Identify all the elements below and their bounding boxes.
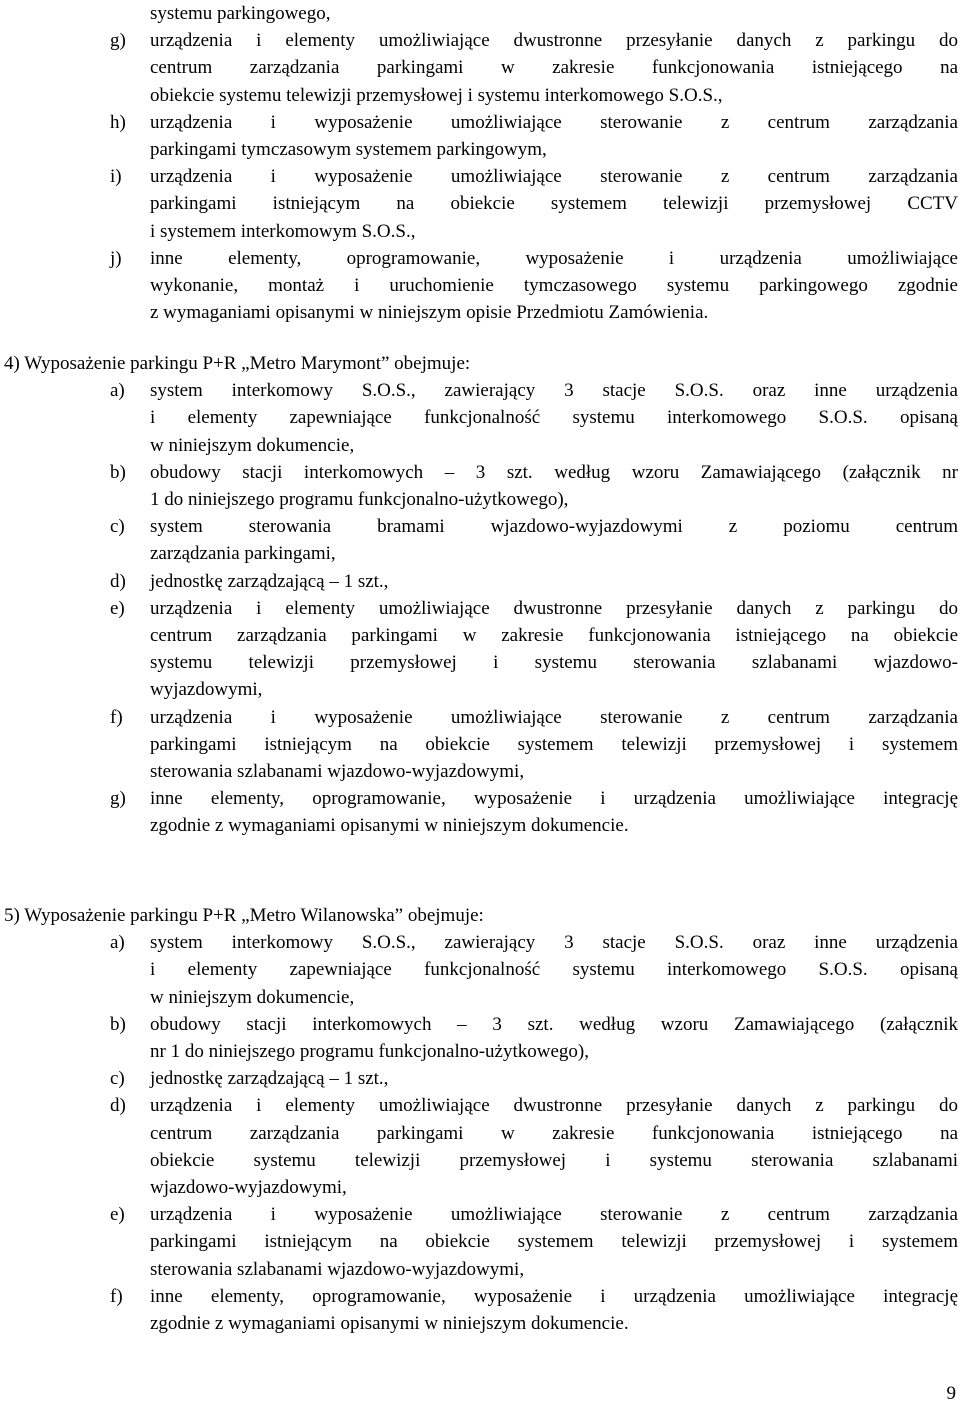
list-item-line: centrum zarządzania parkingami w zakresie funkcjonowania istniejącego na xyxy=(150,57,958,79)
section-heading: 4) Wyposażenie parkingu P+R „Metro Marymont” obejmuje: xyxy=(4,353,471,374)
list-item-label: c) xyxy=(110,516,125,538)
list-item-line: sterowania szlabanami wjazdowo-wyjazdowymi, xyxy=(150,1258,525,1280)
section-heading: 5) Wyposażenie parkingu P+R „Metro Wilanowska” obejmuje: xyxy=(4,905,484,926)
list-item-label: f) xyxy=(110,706,123,728)
list-item-line: urządzenia i wyposażenie umożliwiające sterowanie z centrum zarządzania xyxy=(150,1204,958,1226)
list-item-line: jednostkę zarządzającą – 1 szt., xyxy=(150,570,389,592)
list-item-line: obiekcie systemu telewizji przemysłowej i systemu interkomowego S.O.S., xyxy=(150,84,723,106)
list-item-label: g) xyxy=(110,788,126,810)
list-item-line: urządzenia i elementy umożliwiające dwustronne przesyłanie danych z parkingu do xyxy=(150,1095,958,1117)
list-item-line: system interkomowy S.O.S., zawierający 3 stacje S.O.S. oraz inne urządzenia xyxy=(150,380,958,402)
page-number: 9 xyxy=(946,1383,956,1404)
list-item-line: jednostkę zarządzającą – 1 szt., xyxy=(150,1068,389,1090)
list-item-line: centrum zarządzania parkingami w zakresie funkcjonowania istniejącego na xyxy=(150,1122,958,1144)
list-item-line: obudowy stacji interkomowych – 3 szt. według wzoru Zamawiającego (załącznik xyxy=(150,1013,958,1035)
list-item-line: 1 do niniejszego programu funkcjonalno-użytkowego), xyxy=(150,489,569,510)
list-item-line: zgodnie z wymaganiami opisanymi w niniejszym dokumencie. xyxy=(150,1313,629,1334)
list-item-line: w niniejszym dokumencie, xyxy=(150,434,355,456)
list-item-label: b) xyxy=(110,461,126,483)
list-item-label: d) xyxy=(110,1095,126,1117)
list-item-line: parkingami istniejącym na obiekcie systemem telewizji przemysłowej i systemem xyxy=(150,733,958,755)
list-item-label: j) xyxy=(110,247,122,269)
list-item-line: i elementy zapewniające funkcjonalność systemu interkomowego S.O.S. opisaną xyxy=(150,959,958,981)
list-item-line: parkingami istniejącym na obiekcie systemem telewizji przemysłowej i systemem xyxy=(150,1231,958,1253)
list-item-label: d) xyxy=(110,570,126,592)
list-item-line: urządzenia i elementy umożliwiające dwustronne przesyłanie danych z parkingu do xyxy=(150,30,958,52)
list-item-line: systemu telewizji przemysłowej i systemu sterowania szlabanami wjazdowo- xyxy=(150,652,958,674)
list-item-line: inne elementy, oprogramowanie, wyposażenie i urządzenia umożliwiające integrację xyxy=(150,1285,958,1307)
list-item-line: urządzenia i wyposażenie umożliwiające sterowanie z centrum zarządzania xyxy=(150,166,958,188)
list-item-line: parkingami istniejącym na obiekcie systemem telewizji przemysłowej CCTV xyxy=(150,193,958,215)
list-item-line: system interkomowy S.O.S., zawierający 3 stacje S.O.S. oraz inne urządzenia xyxy=(150,932,958,954)
list-item-line: parkingami tymczasowym systemem parkingowym, xyxy=(150,139,547,160)
continued-line: systemu parkingowego, xyxy=(150,3,331,24)
list-item-line: i systemem interkomowym S.O.S., xyxy=(150,220,416,242)
list-item-line: urządzenia i wyposażenie umożliwiające sterowanie z centrum zarządzania xyxy=(150,706,958,728)
list-item-line: nr 1 do niniejszego programu funkcjonalno-użytkowego), xyxy=(150,1041,589,1062)
list-item-label: a) xyxy=(110,932,125,954)
list-item-line: wyjazdowymi, xyxy=(150,679,263,701)
list-item-label: h) xyxy=(110,111,126,133)
list-item-label: f) xyxy=(110,1285,123,1307)
list-item-line: zarządzania parkingami, xyxy=(150,543,336,565)
list-item-line: wjazdowo-wyjazdowymi, xyxy=(150,1177,347,1198)
list-item-label: b) xyxy=(110,1013,126,1035)
list-item-label: e) xyxy=(110,597,125,619)
list-item-line: i elementy zapewniające funkcjonalność systemu interkomowego S.O.S. opisaną xyxy=(150,407,958,429)
list-item-label: a) xyxy=(110,380,125,402)
list-item-line: w niniejszym dokumencie, xyxy=(150,986,355,1008)
list-item-label: c) xyxy=(110,1068,125,1090)
list-item-line: wykonanie, montaż i uruchomienie tymczasowego systemu parkingowego zgodnie xyxy=(150,275,958,296)
list-item-line: urządzenia i wyposażenie umożliwiające sterowanie z centrum zarządzania xyxy=(150,111,958,133)
list-item-line: sterowania szlabanami wjazdowo-wyjazdowymi, xyxy=(150,761,525,782)
list-item-line: urządzenia i elementy umożliwiające dwustronne przesyłanie danych z parkingu do xyxy=(150,597,958,619)
list-item-line: z wymaganiami opisanymi w niniejszym opisie Przedmiotu Zamówienia. xyxy=(150,302,709,324)
list-item-label: i) xyxy=(110,166,122,188)
list-item-line: centrum zarządzania parkingami w zakresie funkcjonowania istniejącego na obiekcie xyxy=(150,625,958,646)
list-item-line: inne elementy, oprogramowanie, wyposażenie i urządzenia umożliwiające xyxy=(150,247,958,269)
list-item-label: g) xyxy=(110,30,126,52)
list-item-line: system sterowania bramami wjazdowo-wyjazdowymi z poziomu centrum xyxy=(150,516,958,538)
list-item-line: obudowy stacji interkomowych – 3 szt. według wzoru Zamawiającego (załącznik nr xyxy=(150,461,958,483)
list-item-line: inne elementy, oprogramowanie, wyposażenie i urządzenia umożliwiające integrację xyxy=(150,788,958,810)
list-item-line: zgodnie z wymaganiami opisanymi w niniejszym dokumencie. xyxy=(150,815,629,837)
list-item-label: e) xyxy=(110,1204,125,1226)
list-item-line: obiekcie systemu telewizji przemysłowej i systemu sterowania szlabanami xyxy=(150,1149,958,1171)
